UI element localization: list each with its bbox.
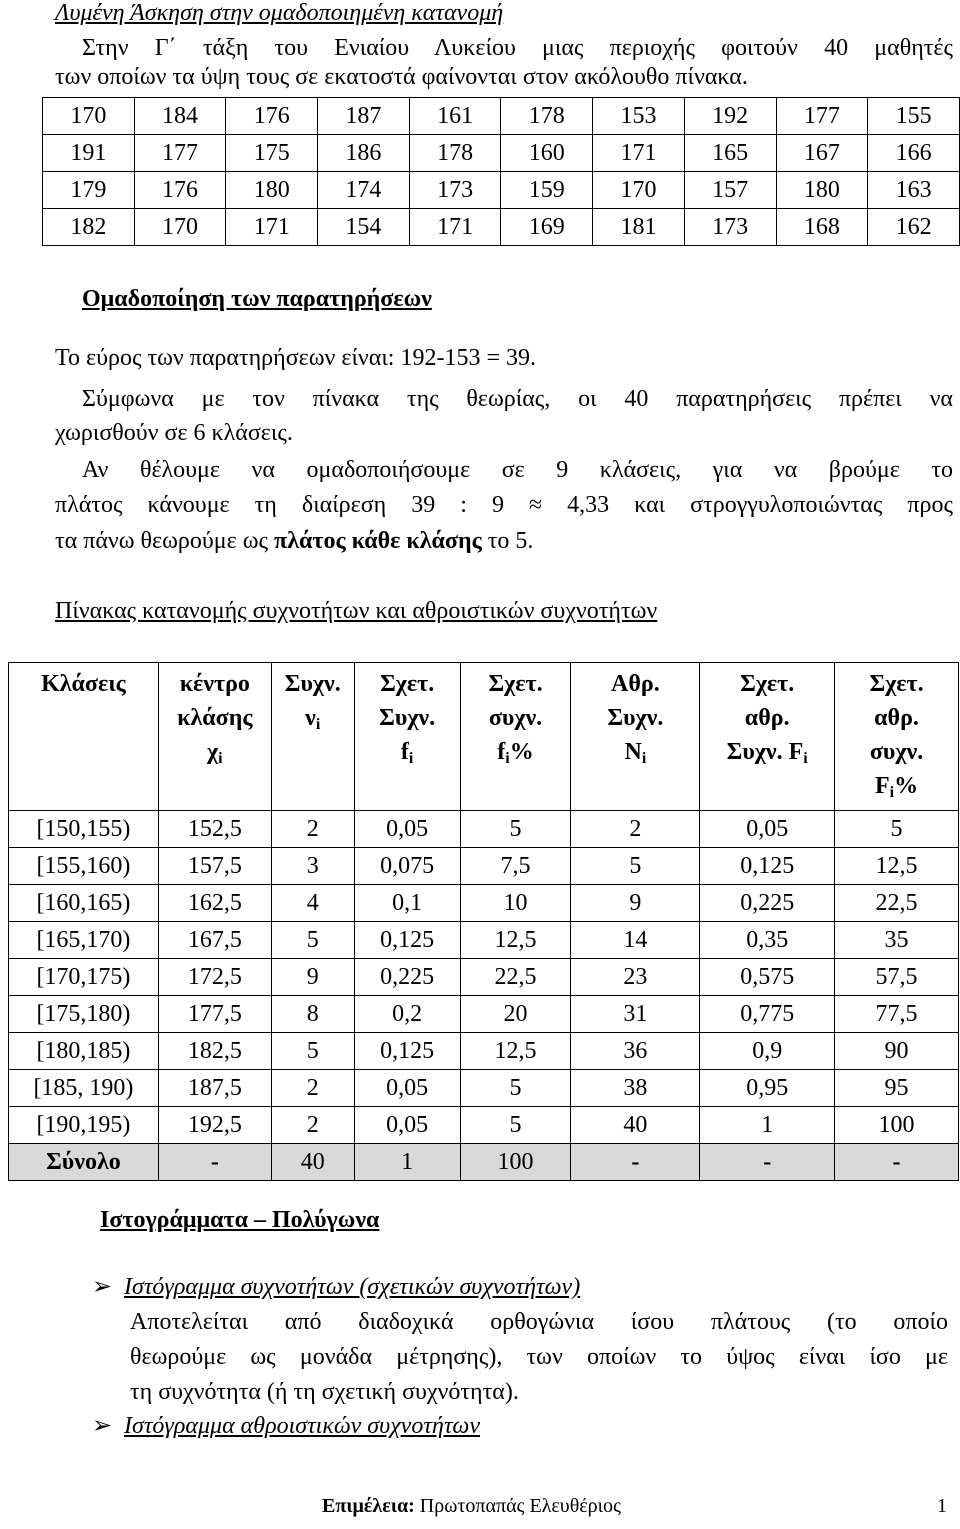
raw-table-cell: 184 [134,98,226,135]
frequency-table-cell: 0,2 [354,996,460,1033]
raw-table-cell: 167 [776,135,868,172]
frequency-table-cell: 12,5 [460,1033,571,1070]
raw-table-cell: 153 [593,98,685,135]
frequency-table-row [9,922,959,959]
frequency-table-row [9,1070,959,1107]
raw-table-cell: 192 [684,98,776,135]
frequency-table-cell: 5 [460,1070,571,1107]
frequency-table-row [9,996,959,1033]
frequency-table-cell: 187,5 [158,1070,271,1107]
frequency-table-cell: 12,5 [835,848,959,885]
raw-heights-table [42,97,960,246]
frequency-table-cell: 0,125 [700,848,835,885]
footer-label: Επιμέλεια: [322,1495,415,1517]
header-class-center: κέντρο κλάσης $\chi_i$ [158,663,271,811]
frequency-table-cell: 23 [571,959,700,996]
frequency-table-cell: 167,5 [158,922,271,959]
frequency-table-cell: 0,05 [700,811,835,848]
page-number: 1 [937,1495,947,1517]
raw-table-cell: 173 [409,172,501,209]
frequency-table-cell: 0,225 [354,959,460,996]
raw-table-cell: 181 [593,209,685,246]
intro-line-2: των οποίων τα ύψη τους σε εκατοστά φαίνονται στον ακόλουθο πίνακα. [55,64,748,90]
frequency-table-cell: 0,95 [700,1070,835,1107]
frequency-table-cell: 4 [271,885,354,922]
frequency-table-cell: 0,05 [354,1107,460,1144]
frequency-table-cell: 5 [460,1107,571,1144]
raw-table-cell: 170 [43,98,135,135]
header-cumulative-relative-frequency-percent: Σχετ. αθρ. συχν. $F_i\%$ [835,663,959,811]
raw-table-cell: 191 [43,135,135,172]
raw-table-cell: 155 [868,98,960,135]
frequency-table-cell: 10 [460,885,571,922]
header-relative-frequency-percent: Σχετ. συχν. $f_i\%$ [460,663,571,811]
frequency-table-cell: [150,155) [9,811,159,848]
range-paragraph: Το εύρος των παρατηρήσεων είναι: 192-153 = 39. [55,345,536,371]
frequency-table-cell: 0,125 [354,1033,460,1070]
total-label: Σύνολο [9,1144,159,1181]
raw-table-cell: 173 [684,209,776,246]
bullet-histogram-frequencies [92,1272,580,1302]
width-paragraph-line-3 [55,526,533,556]
frequency-table-cell: 77,5 [835,996,959,1033]
frequency-table-cell: 0,075 [354,848,460,885]
histogram-frequencies-title: Ιστόγραμμα συχνοτήτων (σχετικών συχνοτήτων) [124,1274,581,1300]
frequency-table-cell: 5 [460,811,571,848]
raw-table-cell: 159 [501,172,593,209]
class-width-bold: πλάτος κάθε κλάσης [274,528,482,554]
raw-table-cell: 165 [684,135,776,172]
width-text-pre: τα πάνω θεωρούμε ως [55,528,275,554]
raw-table-cell: 161 [409,98,501,135]
histogram-desc-line-3: τη συχνότητα (ή τη σχετική συχνότητα). [130,1379,519,1405]
frequency-table-cell: 9 [571,885,700,922]
header-classes: Κλάσεις [9,663,159,811]
frequency-table-cell: 31 [571,996,700,1033]
frequency-table-cell: 0,225 [700,885,835,922]
frequency-table-row [9,959,959,996]
frequency-table-cell: 35 [835,922,959,959]
frequency-table-cell: 12,5 [460,922,571,959]
footer-credit [322,1495,621,1518]
frequency-table-cell: [170,175) [9,959,159,996]
frequency-table-cell: 95 [835,1070,959,1107]
frequency-table-cell: 152,5 [158,811,271,848]
raw-table-cell: 180 [226,172,318,209]
frequency-table-cell: 0,05 [354,811,460,848]
total-cell: 1 [354,1144,460,1181]
total-cell: - [571,1144,700,1181]
histogram-desc-line-1: Αποτελείται από διαδοχικά ορθογώνια ίσου πλάτους (το οποίο [130,1309,948,1335]
total-cell: - [835,1144,959,1181]
raw-table-row [43,209,960,246]
total-cell: 40 [271,1144,354,1181]
frequency-table-cell: [155,160) [9,848,159,885]
width-text-post: το 5. [481,528,534,554]
frequency-table-cell: 5 [835,811,959,848]
bullet-arrow-icon: ➢ [92,1413,113,1439]
frequency-table-cell: 172,5 [158,959,271,996]
raw-table-row [43,135,960,172]
raw-table-cell: 171 [593,135,685,172]
frequency-table-cell: 2 [271,1070,354,1107]
raw-table-cell: 187 [318,98,410,135]
frequency-table-cell: 90 [835,1033,959,1070]
frequency-table-cell: 100 [835,1107,959,1144]
raw-table-cell: 179 [43,172,135,209]
frequency-table-cell: 22,5 [835,885,959,922]
frequency-table-cell: 40 [571,1107,700,1144]
header-cumulative-frequency: Αθρ. Συχν. $N_i$ [571,663,700,811]
raw-table-cell: 174 [318,172,410,209]
frequency-table-cell: 0,125 [354,922,460,959]
frequency-table-cell: 14 [571,922,700,959]
raw-table-cell: 170 [134,209,226,246]
total-cell: - [700,1144,835,1181]
raw-table-cell: 171 [226,209,318,246]
frequency-table-cell: 5 [271,1033,354,1070]
frequency-table-row [9,811,959,848]
frequency-table-cell: 8 [271,996,354,1033]
raw-table-cell: 182 [43,209,135,246]
raw-table-cell: 163 [868,172,960,209]
classes-paragraph-line-1: Σύμφωνα με τον πίνακα της θεωρίας, οι 40 παρατηρήσεις πρέπει να [82,386,953,412]
frequency-table-cell: [190,195) [9,1107,159,1144]
classes-paragraph-line-2: χωρισθούν σε 6 κλάσεις. [55,420,293,446]
header-frequency: Συχν. $\nu_i$ [271,663,354,811]
frequency-table-total-row [9,1144,959,1181]
total-cell: 100 [460,1144,571,1181]
raw-table-cell: 169 [501,209,593,246]
frequency-table-cell: 0,575 [700,959,835,996]
frequency-table-cell: 7,5 [460,848,571,885]
frequency-table-cell: 22,5 [460,959,571,996]
histogram-desc-line-2: θεωρούμε ως μονάδα μέτρησης), των οποίων το ύψος είναι ίσο με [130,1344,948,1370]
frequency-table-cell: 182,5 [158,1033,271,1070]
raw-table-cell: 178 [409,135,501,172]
frequency-table-cell: 36 [571,1033,700,1070]
frequency-table-row [9,1107,959,1144]
footer-author: Πρωτοπαπάς Ελευθέριος [414,1495,621,1517]
raw-table-row [43,98,960,135]
header-cumulative-relative-frequency: Σχετ. αθρ. Συχν. $F_i$ [700,663,835,811]
raw-table-cell: 171 [409,209,501,246]
frequency-table-cell: [165,170) [9,922,159,959]
frequency-table-cell: 38 [571,1070,700,1107]
frequency-table-cell: [175,180) [9,996,159,1033]
raw-table-cell: 175 [226,135,318,172]
frequency-table-cell: 9 [271,959,354,996]
bullet-histogram-cumulative [92,1411,480,1441]
grouping-heading: Ομαδοποίηση των παρατηρήσεων [82,286,432,312]
frequency-table-cell: 2 [271,811,354,848]
intro-line-1: Στην Γ΄ τάξη του Ενιαίου Λυκείου μιας περιοχής φοιτούν 40 μαθητές [82,35,953,61]
frequency-table-cell: [180,185) [9,1033,159,1070]
raw-table-cell: 168 [776,209,868,246]
frequency-table-cell: 0,1 [354,885,460,922]
width-paragraph-line-2: πλάτος κάνουμε τη διαίρεση 39 : 9 ≈ 4,33 και στρογγυλοποιώντας προς [55,492,953,518]
raw-table-cell: 176 [134,172,226,209]
header-relative-frequency: Σχετ. Συχν. $f_i$ [354,663,460,811]
raw-table-cell: 170 [593,172,685,209]
raw-table-row [43,172,960,209]
raw-table-cell: 186 [318,135,410,172]
raw-table-cell: 160 [501,135,593,172]
raw-table-cell: 176 [226,98,318,135]
histogram-cumulative-title: Ιστόγραμμα αθροιστικών συχνοτήτων [124,1413,481,1439]
frequency-table-cell: 192,5 [158,1107,271,1144]
frequency-table-cell: 0,35 [700,922,835,959]
frequency-table-cell: 5 [271,922,354,959]
frequency-table-row [9,848,959,885]
raw-table-cell: 166 [868,135,960,172]
frequency-table-cell: 157,5 [158,848,271,885]
frequency-table-cell: 177,5 [158,996,271,1033]
raw-table-cell: 177 [776,98,868,135]
raw-table-cell: 154 [318,209,410,246]
frequency-table-cell: 0,775 [700,996,835,1033]
frequency-table-cell: 20 [460,996,571,1033]
frequency-table-row [9,1033,959,1070]
frequency-table-cell: 5 [571,848,700,885]
raw-table-cell: 157 [684,172,776,209]
frequency-table [8,662,959,1181]
frequency-table-cell: 162,5 [158,885,271,922]
frequency-table-cell: 3 [271,848,354,885]
frequency-table-cell: 0,9 [700,1033,835,1070]
frequency-table-cell: [185, 190) [9,1070,159,1107]
total-cell: - [158,1144,271,1181]
frequency-table-row [9,885,959,922]
width-paragraph-line-1: Αν θέλουμε να ομαδοποιήσουμε σε 9 κλάσεις, για να βρούμε το [82,457,953,483]
frequency-table-cell: [160,165) [9,885,159,922]
raw-table-cell: 180 [776,172,868,209]
frequency-table-cell: 57,5 [835,959,959,996]
frequency-table-cell: 1 [700,1107,835,1144]
raw-table-cell: 162 [868,209,960,246]
raw-table-cell: 178 [501,98,593,135]
histograms-heading: Ιστογράμματα – Πολύγωνα [100,1207,380,1233]
frequency-table-cell: 0,05 [354,1070,460,1107]
exercise-title: Λυμένη Άσκηση στην ομαδοποιημένη κατανομή [55,0,504,26]
frequency-table-title: Πίνακας κατανομής συχνοτήτων και αθροιστικών συχνοτήτων [55,598,658,624]
frequency-table-cell: 2 [571,811,700,848]
raw-table-cell: 177 [134,135,226,172]
frequency-table-cell: 2 [271,1107,354,1144]
bullet-arrow-icon: ➢ [92,1274,113,1300]
